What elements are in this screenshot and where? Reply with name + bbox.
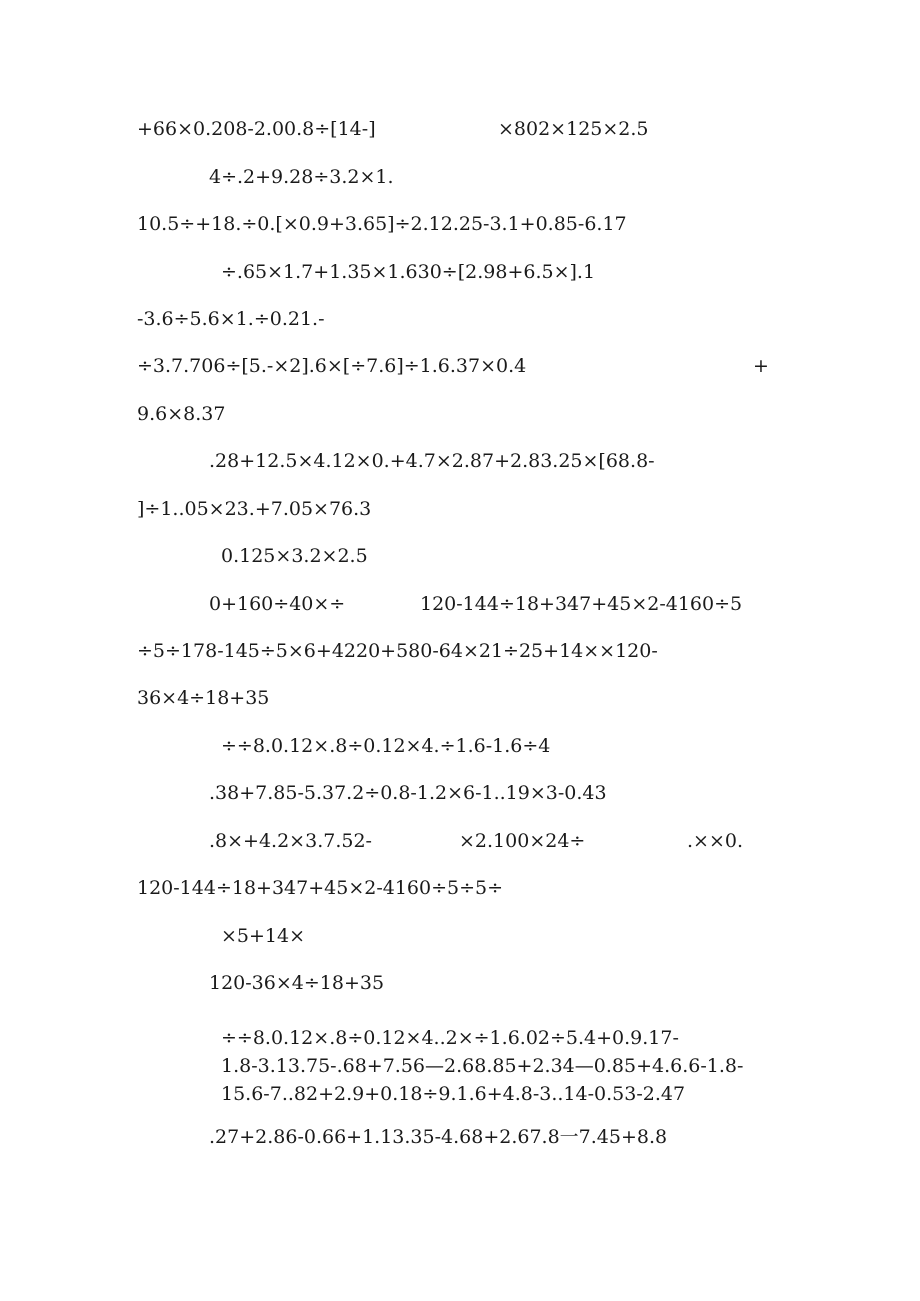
text-line-23: .27+2.86-0.66+1.13.35-4.68+2.67.8一7.45+8.8 [209, 1126, 668, 1148]
text-line-17: 120-144÷18+347+45×2-4160÷5÷5÷ [137, 877, 504, 899]
text-line-9: ]÷1..05×23.+7.05×76.3 [137, 498, 372, 520]
text-line-3: 10.5÷+18.÷0.[×0.9+3.65]÷2.12.25-3.1+0.85-6.17 [137, 213, 627, 235]
text-line-7: 9.6×8.37 [137, 403, 226, 425]
text-line-2: 4÷.2+9.28÷3.2×1. [209, 166, 394, 188]
text-line-6: ÷3.7.706÷[5.-×2].6×[÷7.6]÷1.6.37×0.4 [137, 355, 527, 377]
text-line-10: 0.125×3.2×2.5 [221, 545, 368, 567]
text-line-4: ÷.65×1.7+1.35×1.630÷[2.98+6.5×].1 [221, 261, 596, 283]
text-line-15: .38+7.85-5.37.2÷0.8-1.2×6-1..19×3-0.43 [209, 782, 607, 804]
text-line-5: -3.6÷5.6×1.÷0.21.- [137, 308, 325, 330]
text-line-20: ÷÷8.0.12×.8÷0.12×4..2×÷1.6.02÷5.4+0.9.17- [221, 1027, 679, 1049]
text-line-12: ÷5÷178-145÷5×6+4220+580-64×21÷25+14××120- [137, 640, 658, 662]
text-line-19: 120-36×4÷18+35 [209, 972, 385, 994]
text-line-16b: ×2.100×24÷ [459, 830, 586, 852]
text-line-13: 36×4÷18+35 [137, 687, 270, 709]
text-line-21: 1.8-3.13.75-.68+7.56—2.68.85+2.34—0.85+4.6.6-1.8- [221, 1055, 744, 1077]
text-line-6b: + [753, 355, 769, 377]
text-line-8: .28+12.5×4.12×0.+4.7×2.87+2.83.25×[68.8- [209, 450, 655, 472]
text-line-16c: .××0. [687, 830, 744, 852]
text-line-22: 15.6-7..82+2.9+0.18÷9.1.6+4.8-3..14-0.53-2.47 [221, 1083, 686, 1105]
text-line-11b: 120-144÷18+347+45×2-4160÷5 [420, 593, 743, 615]
text-line-14: ÷÷8.0.12×.8÷0.12×4.÷1.6-1.6÷4 [221, 735, 551, 757]
text-line-1b: ×802×125×2.5 [498, 118, 649, 140]
text-line-1: +66×0.208-2.00.8÷[14-] [137, 118, 376, 140]
text-line-11: 0+160÷40×÷ [209, 593, 346, 615]
text-line-16: .8×+4.2×3.7.52- [209, 830, 372, 852]
text-line-18: ×5+14× [221, 925, 306, 947]
